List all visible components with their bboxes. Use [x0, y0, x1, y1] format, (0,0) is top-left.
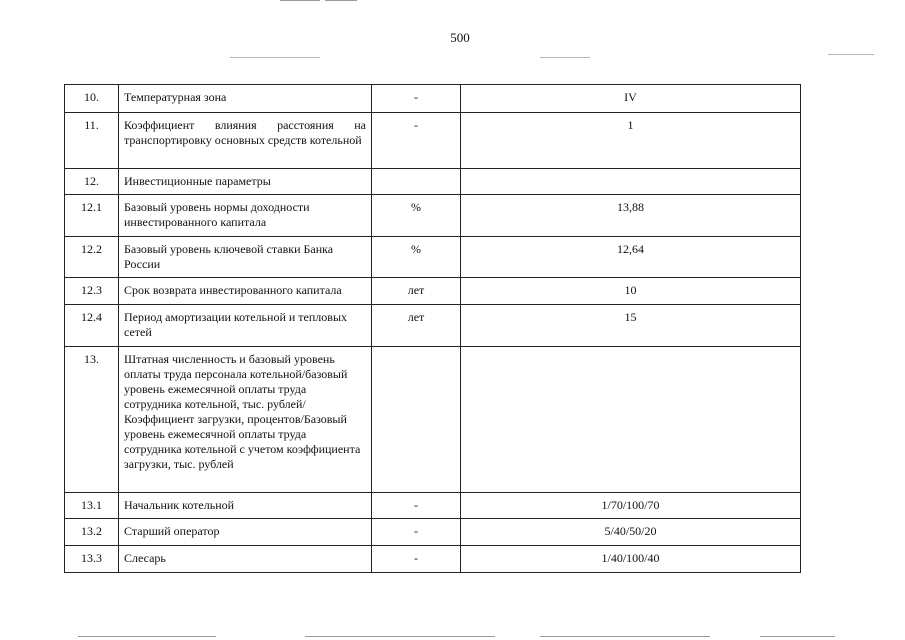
- scan-line: [540, 636, 710, 637]
- table-row: [65, 85, 801, 113]
- value-cell: [461, 347, 801, 493]
- parameter-name: Коэффициент влияния расстояния на транспортировку основных средств котельной: [119, 113, 372, 169]
- parameter-name: Базовый уровень ключевой ставки Банка России: [119, 237, 372, 278]
- parameter-name: Начальник котельной: [119, 493, 372, 519]
- value-cell: 15: [461, 305, 801, 347]
- scan-line: [230, 57, 320, 58]
- parameter-name: Слесарь: [119, 546, 372, 573]
- row-number: 12.1: [65, 195, 119, 237]
- row-number: 11.: [65, 113, 119, 169]
- scan-line: [760, 636, 835, 637]
- parameter-name: Срок возврата инвестированного капитала: [119, 278, 372, 305]
- row-number: 13.3: [65, 546, 119, 573]
- row-number: 12.: [65, 169, 119, 195]
- row-number: 12.3: [65, 278, 119, 305]
- parameter-name: Базовый уровень нормы доходности инвестированного капитала: [119, 195, 372, 237]
- table-row: [65, 237, 801, 278]
- table-row: [65, 113, 801, 169]
- table-row: [65, 169, 801, 195]
- parameter-name: Старший оператор: [119, 519, 372, 546]
- value-cell: 5/40/50/20: [461, 519, 801, 546]
- parameter-name: Штатная численность и базовый уровень оплаты труда персонала котельной/базовый уровень ежемесячной оплаты труда сотрудника котельной, тыс. рублей/Коэффициент загрузки, процентов/Базовый уровень ежемесячной оплаты труда сотрудника котельной с учетом коэффициента загрузки, тыс. рублей: [119, 347, 372, 493]
- unit-cell: -: [372, 113, 461, 169]
- row-number: 12.4: [65, 305, 119, 347]
- parameter-name: Температурная зона: [119, 85, 372, 113]
- scan-line: [305, 636, 495, 637]
- table-row: [65, 519, 801, 546]
- value-cell: [461, 169, 801, 195]
- unit-cell: -: [372, 546, 461, 573]
- row-number: 13.: [65, 347, 119, 493]
- table-row: [65, 546, 801, 573]
- unit-cell: [372, 347, 461, 493]
- page-number: 500: [450, 30, 470, 45]
- row-number: 13.2: [65, 519, 119, 546]
- unit-cell: лет: [372, 278, 461, 305]
- value-cell: 12,64: [461, 237, 801, 278]
- scan-line: [828, 54, 874, 55]
- scan-line: [540, 57, 590, 58]
- unit-cell: -: [372, 519, 461, 546]
- unit-cell: -: [372, 493, 461, 519]
- table-row: [65, 195, 801, 237]
- value-cell: 13,88: [461, 195, 801, 237]
- value-cell: 1/40/100/40: [461, 546, 801, 573]
- value-cell: IV: [461, 85, 801, 113]
- unit-cell: [372, 169, 461, 195]
- row-number: 13.1: [65, 493, 119, 519]
- parameter-name: Инвестиционные параметры: [119, 169, 372, 195]
- table-row: [65, 305, 801, 347]
- table-row: [65, 347, 801, 493]
- value-cell: 1: [461, 113, 801, 169]
- unit-cell: %: [372, 195, 461, 237]
- unit-cell: лет: [372, 305, 461, 347]
- scan-line: [280, 0, 320, 1]
- table-row: [65, 493, 801, 519]
- scan-line: [325, 0, 357, 1]
- scan-line: [78, 636, 216, 637]
- row-number: 10.: [65, 85, 119, 113]
- value-cell: 1/70/100/70: [461, 493, 801, 519]
- value-cell: 10: [461, 278, 801, 305]
- table-row: [65, 278, 801, 305]
- unit-cell: -: [372, 85, 461, 113]
- parameter-name: Период амортизации котельной и тепловых сетей: [119, 305, 372, 347]
- unit-cell: %: [372, 237, 461, 278]
- row-number: 12.2: [65, 237, 119, 278]
- parameters-table: [64, 84, 801, 573]
